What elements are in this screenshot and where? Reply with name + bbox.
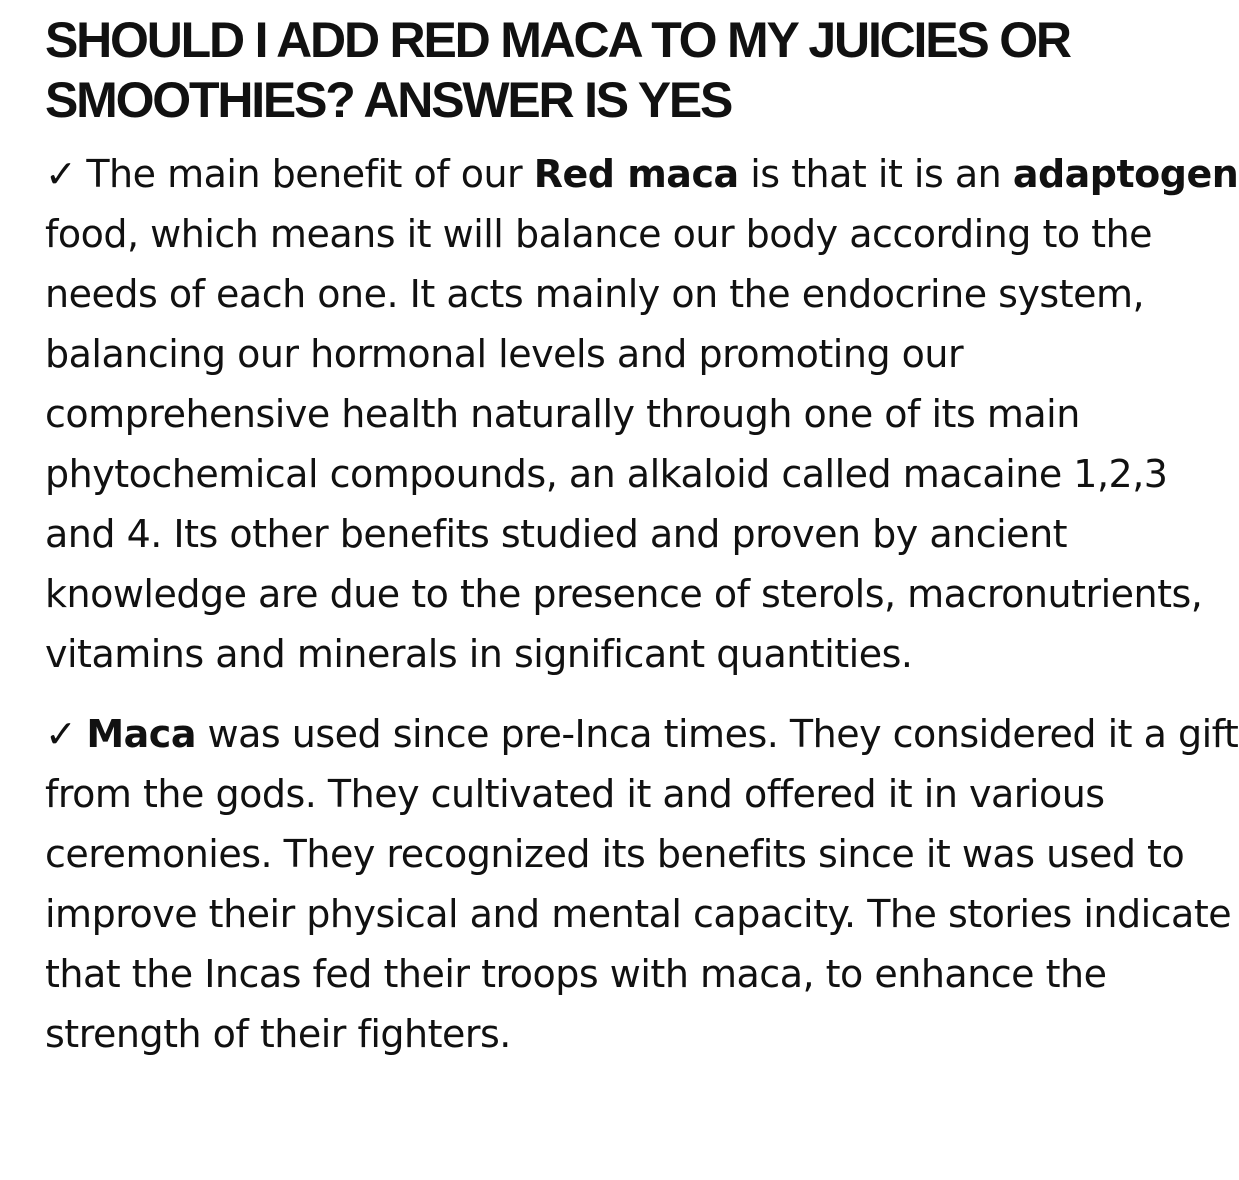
highlight-red-maca: Red maca <box>533 152 739 196</box>
article <box>45 10 1239 1064</box>
paragraph-text: The main benefit of our <box>86 152 534 196</box>
checkmark-icon: ✓ <box>45 152 77 196</box>
highlight-maca: Maca <box>86 712 196 756</box>
paragraph-text: was used since pre-Inca times. They considered it a gift from the gods. They cultivated it and offered it in various ceremonies. They recognized its benefits since it was used to improve their physical and mental capacity. The stories indicate that the Incas fed their troops with maca, to enhance the strength of their fighters. <box>45 712 1239 1056</box>
paragraph-benefits <box>45 144 1239 684</box>
highlight-adaptogen: adaptogen <box>1012 152 1239 196</box>
paragraph-text: is that it is an <box>738 152 1013 196</box>
paragraph-history <box>45 704 1239 1064</box>
paragraph-text: food, which means it will balance our body according to the needs of each one. It acts mainly on the endocrine system, balancing our hormonal levels and promoting our comprehensive health naturally through one of its main phytochemical compounds, an alkaloid called macaine 1,2,3 and 4. Its other benefits studied and proven by ancient knowledge are due to the presence of sterols, macronutrients, vitamins and minerals in significant quantities. <box>45 212 1203 676</box>
article-title: SHOULD I ADD RED MACA TO MY JUICIES OR SMOOTHIES? ANSWER IS YES <box>45 12 1070 128</box>
checkmark-icon: ✓ <box>45 712 77 756</box>
